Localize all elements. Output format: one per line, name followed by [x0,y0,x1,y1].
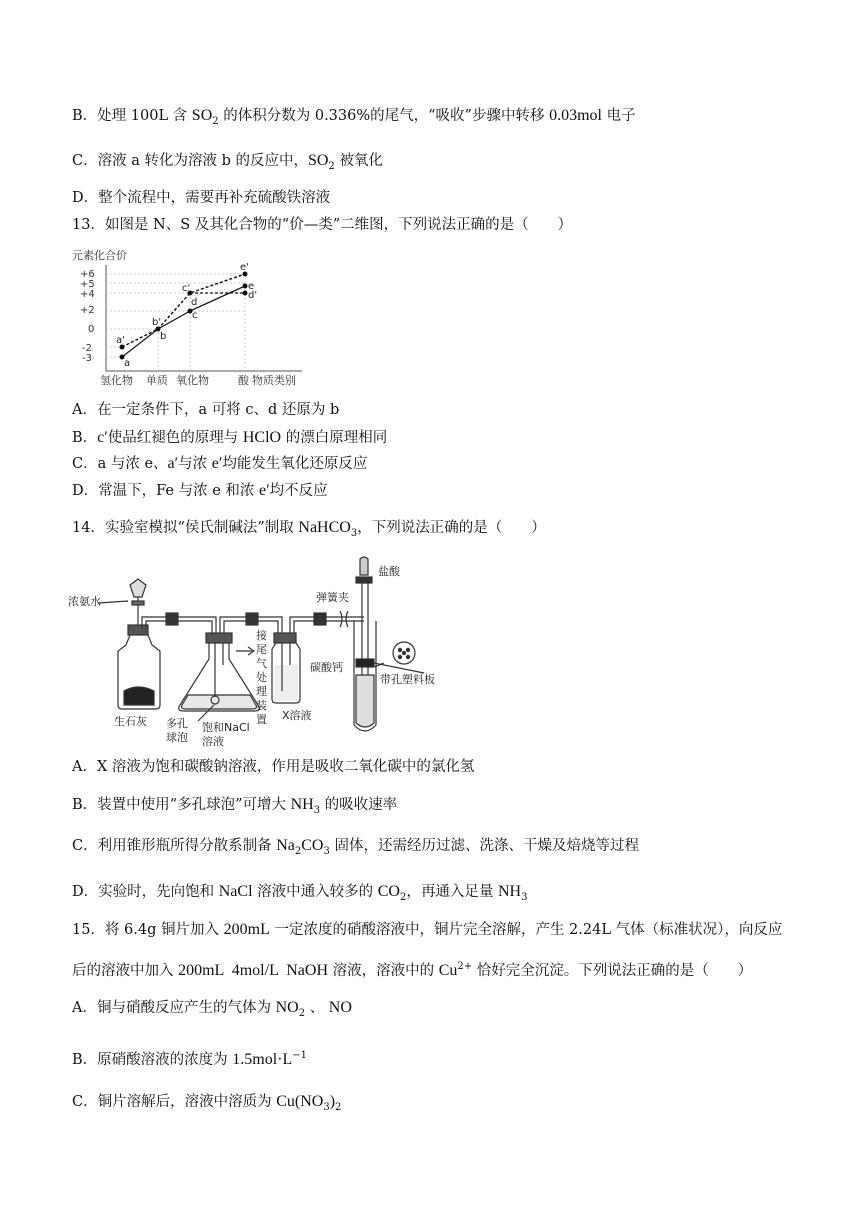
chem: SO [307,152,329,169]
label-tail: 理 [256,685,267,698]
q15-option-c [72,1092,341,1118]
q14-option-d [72,882,527,908]
label-porous: 多孔 [166,717,188,730]
text: A．铜与硝酸反应产生的气体为 [72,1000,276,1016]
text: 15．将 6.4g 铜片加入 [72,922,224,938]
chem: 0.03mol [549,107,602,124]
q13-option-c [72,454,367,474]
point-label: c [192,310,198,321]
point-label: e [248,281,255,292]
text: 14．实验室模拟“侯氏制碱法”制取 [72,520,299,536]
text: 使品红褪色的原理与 [107,430,243,446]
label-tail: 接 [256,629,267,642]
text: 溶液中通入较多的 [252,884,378,900]
label-x-solution: X溶液 [282,709,312,722]
chem: NH [497,883,522,900]
label-plate: 带孔塑料板 [380,673,435,686]
xlabel: 物质类别 [252,374,296,387]
label-hcl: 盐酸 [378,565,400,578]
point-label: b' [152,317,162,328]
chem: CO [377,883,400,900]
q14-option-c [72,836,639,862]
text: B． [72,430,98,446]
text: C．a 与浓 e、 [72,456,168,472]
q14-option-a: A．X 溶液为饱和碳酸钠溶液，作用是吸收二氧化碳中的氯化氢 [72,759,475,775]
ytick: +5 [80,279,95,290]
point-label: b [160,331,167,342]
ytick: +4 [80,289,95,300]
text: B．装置中使用“多孔球泡”可增大 [72,797,291,813]
text: 的吸收速率 [320,797,398,813]
label-quicklime: 生石灰 [114,715,147,728]
chem: SO [191,107,213,124]
chem: NH [290,796,314,813]
subscript: 3 [313,804,321,816]
label-solution: 溶液 [202,735,224,748]
q12-option-c [72,151,383,177]
text: 恰好完全沉淀。下列说法正确的是（ ） [472,962,753,979]
point-label: d [191,297,198,308]
label-tail: 装 [256,699,267,712]
text: 电子 [601,108,636,124]
label-tail: 处 [256,671,267,684]
q15-stem-line1 [72,920,782,940]
subscript: 2 [399,891,407,903]
q13-option-d [72,481,328,501]
chart-ylabel: 元素化合价 [72,249,127,262]
chem: 1.5mol·L [232,1050,293,1068]
label-tail: 置 [256,713,267,726]
q14-option-b [72,795,397,821]
text: ，下列说法正确的是（ ） [357,520,546,536]
label-bubbler: 球泡 [166,731,188,744]
subscript: 2 [212,115,219,127]
subscript: 2 [298,1007,306,1019]
text: C．溶液 a 转化为溶液 b 的反应中， [72,153,308,169]
chem: Cu(NO [276,1093,324,1110]
q13-stem: 13．如图是 N、S 及其化合物的“价—类”二维图，下列说法正确的是（ ） [72,217,573,233]
subscript: 2 [335,1101,342,1113]
xcategory: 氧化物 [176,374,209,387]
chem: c′ [97,429,108,446]
superscript: 2+ [457,961,473,972]
xcategory: 单质 [146,374,168,387]
text: B．原硝酸溶液的浓度为 [72,1051,233,1068]
subscript: 2 [294,845,302,857]
subscript: 3 [323,845,330,857]
chem: a′ [167,455,179,472]
text: ，再通入足量 [406,884,498,900]
q13-valence-class-chart [70,245,320,390]
text: 后的溶液中加入 [72,962,179,979]
point-label: a' [116,335,125,346]
chem: HClO [242,429,282,446]
q12-option-d: D．整个流程中，需要再补充硫酸铁溶液 [72,190,331,206]
chem: NO [328,999,352,1016]
chem: Na [276,837,295,854]
point-label: e' [240,262,249,273]
chem: Cu [438,961,458,979]
chem: e′ [211,455,223,472]
chem: CO [301,837,324,854]
point-label: a [124,358,131,369]
subscript: 3 [350,527,358,539]
subscript: 2 [328,160,335,172]
label-caco3: 碳酸钙 [310,661,343,674]
xcategory: 酸 [238,374,249,387]
chem: 200mL 4mol/L NaOH [178,961,329,979]
ytick: +2 [80,305,95,316]
superscript: −1 [292,1050,308,1061]
chem: 200mL [223,921,270,938]
text: 的漂白原理相同 [281,430,388,446]
xcategory: 氢化物 [100,374,133,387]
label-tail: 尾 [256,643,267,656]
text: D．常温下，Fe 与浓 e 和浓 [72,483,259,499]
point-label: d' [248,290,258,301]
q13-option-b [72,428,387,448]
ytick: -3 [82,353,92,364]
label-tail: 气 [256,657,267,670]
ytick: +6 [80,269,95,280]
chem: NaCl [218,883,253,900]
text: 、 [305,1000,329,1016]
q14-stem [72,518,546,544]
ytick: 0 [88,324,95,335]
text: D．实验时，先向饱和 [72,884,219,900]
label-nacl: 饱和NaCl [202,721,250,734]
q14-apparatus-figure [68,555,488,750]
text: 均不反应 [269,483,328,499]
text: B．处理 100L 含 [72,108,192,124]
subscript: 3 [521,891,528,903]
text: 均能发生氧化还原反应 [222,456,368,472]
point-label: c' [182,283,191,294]
text: C．利用锥形瓶所得分散系制备 [72,838,277,854]
ytick: -2 [82,343,92,354]
q12-option-b [72,106,636,132]
text: 的体积分数为 0.336%的尾气，“吸收”步骤中转移 [218,108,550,124]
text: 与浓 [178,456,212,472]
text: 固体，还需经历过滤、洗涤、干燥及焙烧等过程 [329,838,639,854]
text: 一定浓度的硝酸溶液中，铜片完全溶解，产生 2.24L 气体（标准状况），向反应 [269,922,783,938]
chem: ) [329,1093,336,1110]
chem: NaHCO [298,519,351,536]
q15-option-a [72,998,352,1024]
q15-stem-line2 [72,957,752,981]
text: 溶液，溶液中的 [328,962,439,979]
chem: NO [275,999,299,1016]
chem: e′ [259,482,270,499]
subscript: 3 [323,1101,330,1113]
q13-option-a: A．在一定条件下，a 可将 c、d 还原为 b [72,402,340,418]
text: 被氧化 [334,153,383,169]
q15-option-b [72,1046,307,1070]
label-spring-clip: 弹簧夹 [316,591,349,604]
label-conc-ammonia: 浓氨水 [68,595,101,608]
text: C．铜片溶解后，溶液中溶质为 [72,1094,277,1110]
